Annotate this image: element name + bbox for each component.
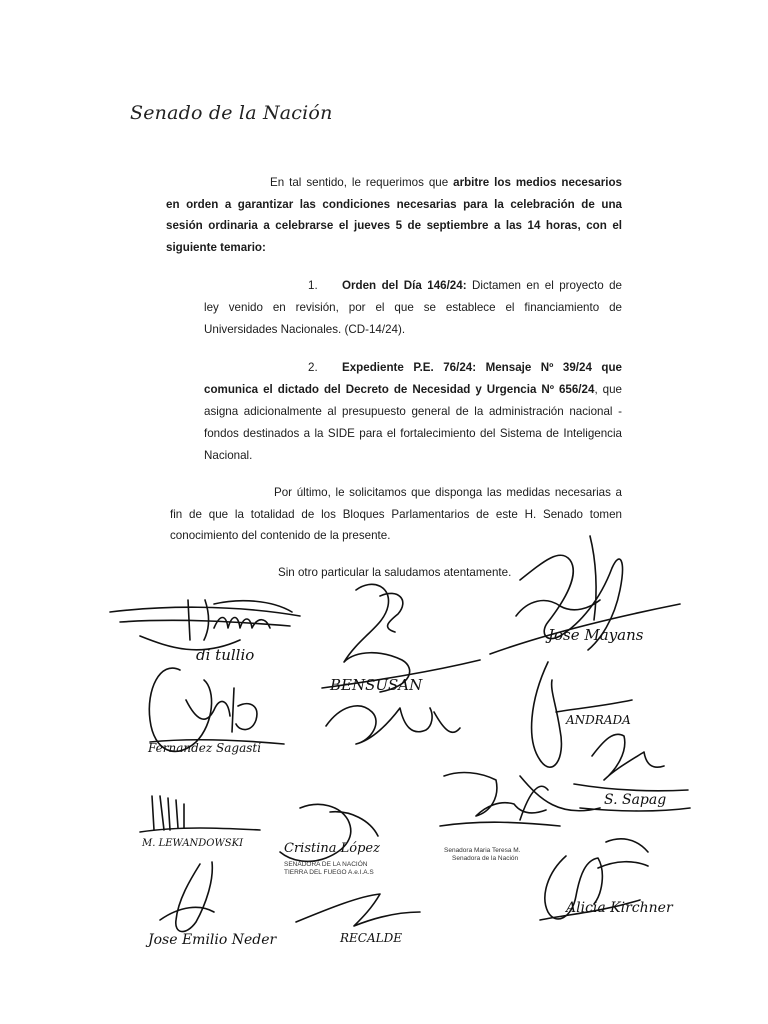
letterhead-senado: Senado de la Nación [130,102,333,124]
signature-bensusan-label: BENSUSAN [330,676,423,694]
paragraph-request-lead: En tal sentido, le requerimos que [270,176,454,189]
signature-lewandowski [140,796,260,832]
lopez-stamp-line1: SENADORA DE LA NACIÓN [284,861,368,868]
signature-sapag-label: S. Sapag [604,792,667,808]
agenda-item-text: , que asigna adicionalmente al presupuesto general de la administración nacional - fondos destinados a la SIDE para el fortalecimiento del Sistema de Inteligencia Nacional. [204,383,622,462]
paragraph-final-text: Por último, le solicitamos que disponga las medidas necesarias a fin de que la totalidad de los Bloques Parlamentarios de este H. Senado tomen conocimiento del contenido de la presente. [170,486,622,542]
signature-di-tullio-label: di tullio [196,646,255,664]
agenda-item-number: 1. [308,279,318,292]
signature-recalde-label: RECALDE [340,931,402,945]
signature-mayans-label: Jose Mayans [548,626,644,644]
moreno-stamp-line1: Senadora Maria Teresa M. [444,847,521,854]
signature-neder [160,862,214,932]
signature-neder-label: Jose Emilio Neder [148,932,277,948]
signature-middle [326,706,460,744]
signature-fernandez-sagasti [149,668,284,751]
agenda-item-title: Expediente P.E. 76/24: Mensaje Nº 39/24 que comunica el dictado del Decreto de Necesidad y Urgencia Nº 656/24 [204,361,622,396]
agenda-item-text: Dictamen en el proyecto de ley venido en revisión, por el que se establece el financiamiento de Universidades Nacionales. (CD-14/24). [204,279,623,336]
paragraph-request-bold: arbitre los medios necesarios en orden a garantizar las condiciones necesarias para la celebración de una sesión ordinaria a celebrarse el jueves 5 de septiembre a las 14 horas, con el siguiente temario: [166,176,622,254]
signature-kirchner-label: Alicia Kirchner [566,900,673,916]
signature-lewandowski-label: M. LEWANDOWSKI [142,838,244,849]
signature-fernandez-sagasti-label: Fernandez Sagasti [148,741,262,755]
signature-recalde [296,894,420,926]
moreno-stamp-line2: Senadora de la Nación [452,855,519,862]
signature-andrada-label: ANDRADA [566,713,631,727]
lopez-stamp-line2: TIERRA DEL FUEGO A.e.I.A.S [284,869,374,876]
signature-di-tullio [110,600,300,650]
signature-lopez-label: Cristina López [284,841,380,856]
signature-moreno [440,773,560,826]
agenda-item-number: 2. [308,361,318,374]
closing-line: Sin otro particular la saludamos atentamente. [278,566,512,579]
agenda-item-title: Orden del Día 146/24: [342,279,467,292]
